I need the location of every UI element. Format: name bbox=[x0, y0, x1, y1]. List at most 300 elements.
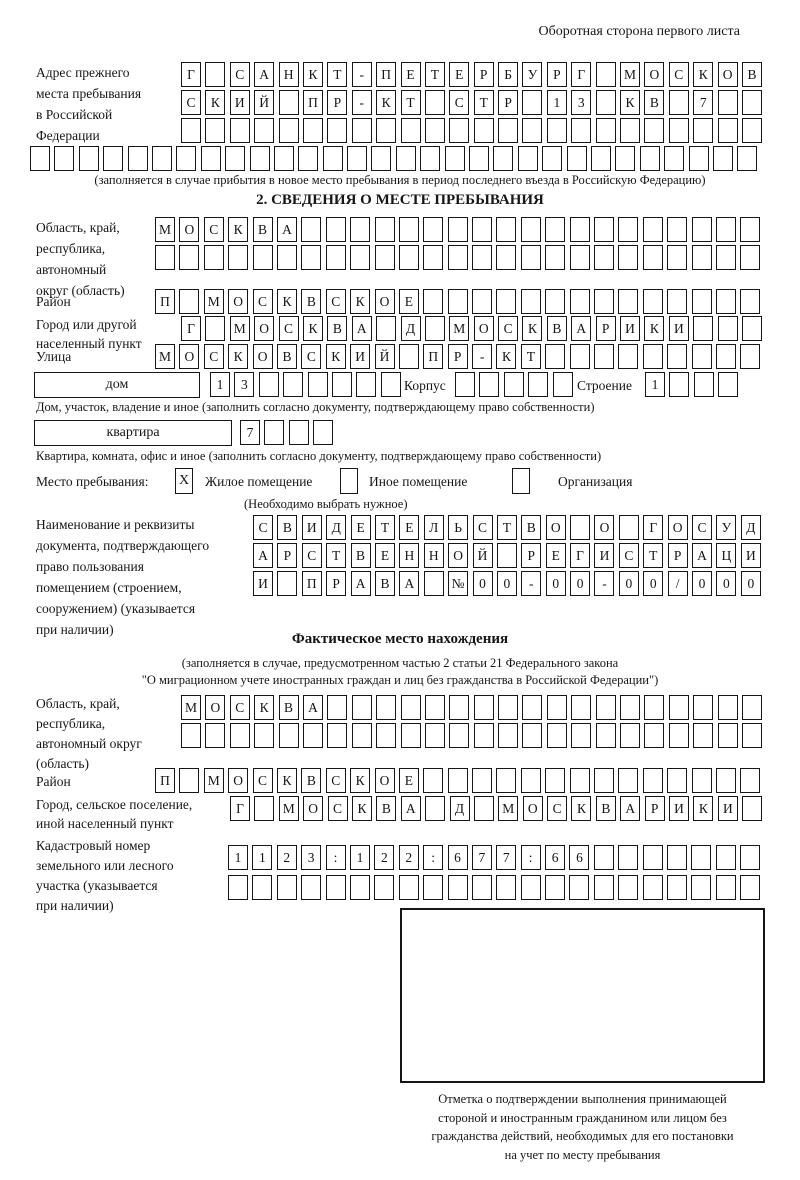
region-row-1[interactable] bbox=[155, 217, 760, 242]
char-cell-filled[interactable]: 2 bbox=[277, 845, 297, 870]
char-cell-empty[interactable] bbox=[570, 515, 590, 540]
char-cell-filled[interactable]: О bbox=[179, 344, 199, 369]
char-cell-empty[interactable] bbox=[692, 245, 712, 270]
char-cell-filled[interactable]: 3 bbox=[234, 372, 254, 397]
char-cell-filled[interactable]: Е bbox=[375, 543, 395, 568]
char-cell-filled[interactable]: 0 bbox=[692, 571, 712, 596]
char-cell-empty[interactable] bbox=[498, 695, 518, 720]
char-cell-empty[interactable] bbox=[591, 146, 611, 171]
char-cell-filled[interactable]: Н bbox=[279, 62, 299, 87]
char-cell-empty[interactable] bbox=[693, 316, 713, 341]
char-cell-empty[interactable] bbox=[521, 245, 541, 270]
char-cell-empty[interactable] bbox=[301, 217, 321, 242]
char-cell-empty[interactable] bbox=[644, 723, 664, 748]
char-cell-empty[interactable] bbox=[545, 344, 565, 369]
char-cell-empty[interactable] bbox=[376, 695, 396, 720]
char-cell-filled[interactable]: В bbox=[301, 289, 321, 314]
char-cell-empty[interactable] bbox=[596, 695, 616, 720]
char-cell-empty[interactable] bbox=[381, 372, 401, 397]
char-cell-filled[interactable]: Д bbox=[401, 316, 421, 341]
char-cell-empty[interactable] bbox=[716, 344, 736, 369]
char-cell-empty[interactable] bbox=[545, 245, 565, 270]
char-cell-empty[interactable] bbox=[496, 289, 516, 314]
char-cell-empty[interactable] bbox=[448, 289, 468, 314]
char-cell-empty[interactable] bbox=[694, 372, 714, 397]
char-cell-empty[interactable] bbox=[522, 723, 542, 748]
char-cell-empty[interactable] bbox=[571, 118, 591, 143]
char-cell-empty[interactable] bbox=[742, 796, 762, 821]
char-cell-filled[interactable]: И bbox=[669, 316, 689, 341]
char-cell-empty[interactable] bbox=[205, 118, 225, 143]
char-cell-filled[interactable]: М bbox=[181, 695, 201, 720]
char-cell-empty[interactable] bbox=[643, 875, 663, 900]
char-cell-empty[interactable] bbox=[620, 118, 640, 143]
char-cell-empty[interactable] bbox=[376, 723, 396, 748]
char-cell-empty[interactable] bbox=[396, 146, 416, 171]
char-cell-empty[interactable] bbox=[469, 146, 489, 171]
char-cell-empty[interactable] bbox=[455, 372, 475, 397]
char-cell-empty[interactable] bbox=[596, 62, 616, 87]
char-cell-empty[interactable] bbox=[664, 146, 684, 171]
char-cell-filled[interactable]: С bbox=[547, 796, 567, 821]
char-cell-filled[interactable]: К bbox=[620, 90, 640, 115]
char-cell-filled[interactable]: К bbox=[277, 768, 297, 793]
korpus-row[interactable] bbox=[455, 372, 573, 397]
char-cell-filled[interactable]: С bbox=[204, 217, 224, 242]
char-cell-empty[interactable] bbox=[718, 695, 738, 720]
char-cell-empty[interactable] bbox=[423, 289, 443, 314]
char-cell-empty[interactable] bbox=[259, 372, 279, 397]
char-cell-filled[interactable]: С bbox=[181, 90, 201, 115]
char-cell-empty[interactable] bbox=[425, 796, 445, 821]
char-cell-filled[interactable]: О bbox=[448, 543, 468, 568]
char-cell-empty[interactable] bbox=[716, 845, 736, 870]
char-cell-empty[interactable] bbox=[570, 344, 590, 369]
char-cell-empty[interactable] bbox=[350, 245, 370, 270]
char-cell-empty[interactable] bbox=[547, 723, 567, 748]
char-cell-filled[interactable]: Т bbox=[375, 515, 395, 540]
char-cell-empty[interactable] bbox=[323, 146, 343, 171]
char-cell-filled[interactable]: Р bbox=[596, 316, 616, 341]
char-cell-filled[interactable]: У bbox=[522, 62, 542, 87]
char-cell-empty[interactable] bbox=[716, 245, 736, 270]
char-cell-empty[interactable] bbox=[279, 90, 299, 115]
char-cell-filled[interactable]: А bbox=[401, 796, 421, 821]
char-cell-filled[interactable]: Ь bbox=[448, 515, 468, 540]
char-cell-filled[interactable]: М bbox=[155, 217, 175, 242]
char-cell-filled[interactable]: В bbox=[327, 316, 347, 341]
char-cell-filled[interactable]: А bbox=[277, 217, 297, 242]
char-cell-empty[interactable] bbox=[718, 90, 738, 115]
char-cell-empty[interactable] bbox=[742, 118, 762, 143]
char-cell-filled[interactable]: 2 bbox=[374, 845, 394, 870]
char-cell-empty[interactable] bbox=[522, 90, 542, 115]
char-cell-empty[interactable] bbox=[448, 768, 468, 793]
char-cell-empty[interactable] bbox=[594, 875, 614, 900]
char-cell-filled[interactable]: 7 bbox=[693, 90, 713, 115]
char-cell-empty[interactable] bbox=[179, 245, 199, 270]
char-cell-filled[interactable]: К bbox=[352, 796, 372, 821]
char-cell-filled[interactable]: Е bbox=[399, 768, 419, 793]
char-cell-empty[interactable] bbox=[618, 289, 638, 314]
char-cell-empty[interactable] bbox=[201, 146, 221, 171]
char-cell-filled[interactable]: Т bbox=[326, 543, 346, 568]
char-cell-filled[interactable]: Г bbox=[181, 316, 201, 341]
char-cell-empty[interactable] bbox=[689, 146, 709, 171]
char-cell-empty[interactable] bbox=[571, 695, 591, 720]
char-cell-filled[interactable]: Б bbox=[498, 62, 518, 87]
char-cell-empty[interactable] bbox=[326, 217, 346, 242]
char-cell-filled[interactable]: С bbox=[669, 62, 689, 87]
char-cell-filled[interactable]: К bbox=[571, 796, 591, 821]
char-cell-filled[interactable]: Р bbox=[645, 796, 665, 821]
prev-address-row-4[interactable] bbox=[30, 146, 757, 171]
char-cell-filled[interactable]: В bbox=[279, 695, 299, 720]
char-cell-filled[interactable]: К bbox=[326, 344, 346, 369]
char-cell-empty[interactable] bbox=[254, 796, 274, 821]
char-cell-empty[interactable] bbox=[327, 118, 347, 143]
char-cell-empty[interactable] bbox=[742, 316, 762, 341]
checkbox-organizaciya[interactable] bbox=[512, 468, 530, 494]
char-cell-empty[interactable] bbox=[448, 217, 468, 242]
char-cell-empty[interactable] bbox=[496, 245, 516, 270]
char-cell-empty[interactable] bbox=[474, 796, 494, 821]
char-cell-empty[interactable] bbox=[181, 118, 201, 143]
char-cell-filled[interactable]: С bbox=[301, 344, 321, 369]
char-cell-empty[interactable] bbox=[301, 245, 321, 270]
char-cell-empty[interactable] bbox=[301, 875, 321, 900]
char-cell-empty[interactable] bbox=[424, 571, 444, 596]
char-cell-empty[interactable] bbox=[497, 543, 517, 568]
char-cell-empty[interactable] bbox=[620, 695, 640, 720]
char-cell-filled[interactable]: 1 bbox=[350, 845, 370, 870]
char-cell-filled[interactable]: И bbox=[230, 90, 250, 115]
char-cell-empty[interactable] bbox=[594, 768, 614, 793]
char-cell-filled[interactable]: П bbox=[155, 768, 175, 793]
char-cell-empty[interactable] bbox=[742, 723, 762, 748]
char-cell-filled[interactable]: Р bbox=[277, 543, 297, 568]
char-cell-filled[interactable]: Т bbox=[521, 344, 541, 369]
char-cell-empty[interactable] bbox=[742, 90, 762, 115]
prev-address-row-1[interactable] bbox=[181, 62, 762, 87]
char-cell-filled[interactable]: 1 bbox=[547, 90, 567, 115]
char-cell-filled[interactable]: Г bbox=[571, 62, 591, 87]
char-cell-empty[interactable] bbox=[742, 695, 762, 720]
char-cell-empty[interactable] bbox=[518, 146, 538, 171]
char-cell-empty[interactable] bbox=[643, 768, 663, 793]
char-cell-empty[interactable] bbox=[228, 245, 248, 270]
char-cell-filled[interactable]: : bbox=[326, 845, 346, 870]
char-cell-empty[interactable] bbox=[594, 845, 614, 870]
char-cell-filled[interactable]: 0 bbox=[497, 571, 517, 596]
char-cell-filled[interactable]: 0 bbox=[643, 571, 663, 596]
char-cell-filled[interactable]: С bbox=[473, 515, 493, 540]
char-cell-filled[interactable]: Е bbox=[546, 543, 566, 568]
char-cell-filled[interactable]: В bbox=[742, 62, 762, 87]
char-cell-filled[interactable]: В bbox=[521, 515, 541, 540]
char-cell-filled[interactable]: Т bbox=[425, 62, 445, 87]
char-cell-filled[interactable]: К bbox=[303, 62, 323, 87]
document-row-3[interactable] bbox=[253, 571, 761, 596]
char-cell-filled[interactable]: А bbox=[692, 543, 712, 568]
char-cell-filled[interactable]: 6 bbox=[545, 845, 565, 870]
char-cell-empty[interactable] bbox=[252, 875, 272, 900]
char-cell-empty[interactable] bbox=[79, 146, 99, 171]
char-cell-empty[interactable] bbox=[740, 245, 760, 270]
char-cell-filled[interactable]: М bbox=[449, 316, 469, 341]
char-cell-empty[interactable] bbox=[205, 62, 225, 87]
char-cell-empty[interactable] bbox=[425, 695, 445, 720]
char-cell-filled[interactable]: К bbox=[205, 90, 225, 115]
char-cell-empty[interactable] bbox=[472, 217, 492, 242]
char-cell-empty[interactable] bbox=[425, 723, 445, 748]
char-cell-empty[interactable] bbox=[643, 845, 663, 870]
char-cell-filled[interactable]: С bbox=[302, 543, 322, 568]
char-cell-empty[interactable] bbox=[374, 875, 394, 900]
char-cell-empty[interactable] bbox=[303, 118, 323, 143]
char-cell-empty[interactable] bbox=[205, 723, 225, 748]
char-cell-filled[interactable]: Г bbox=[643, 515, 663, 540]
char-cell-empty[interactable] bbox=[423, 217, 443, 242]
street-row[interactable] bbox=[155, 344, 760, 369]
char-cell-empty[interactable] bbox=[718, 118, 738, 143]
char-cell-filled[interactable]: Т bbox=[474, 90, 494, 115]
char-cell-filled[interactable]: Р bbox=[547, 62, 567, 87]
char-cell-empty[interactable] bbox=[326, 245, 346, 270]
char-cell-empty[interactable] bbox=[350, 217, 370, 242]
char-cell-empty[interactable] bbox=[326, 875, 346, 900]
char-cell-empty[interactable] bbox=[401, 723, 421, 748]
char-cell-filled[interactable]: С bbox=[449, 90, 469, 115]
char-cell-empty[interactable] bbox=[643, 245, 663, 270]
cadastral-row-1[interactable] bbox=[228, 845, 760, 870]
char-cell-filled[interactable]: 7 bbox=[496, 845, 516, 870]
char-cell-filled[interactable]: 7 bbox=[240, 420, 260, 445]
char-cell-empty[interactable] bbox=[521, 875, 541, 900]
char-cell-empty[interactable] bbox=[352, 695, 372, 720]
char-cell-empty[interactable] bbox=[643, 217, 663, 242]
char-cell-filled[interactable]: П bbox=[423, 344, 443, 369]
char-cell-filled[interactable]: А bbox=[253, 543, 273, 568]
actual-city-row[interactable] bbox=[230, 796, 762, 821]
char-cell-empty[interactable] bbox=[522, 118, 542, 143]
char-cell-empty[interactable] bbox=[740, 845, 760, 870]
char-cell-empty[interactable] bbox=[474, 118, 494, 143]
prev-address-row-3[interactable] bbox=[181, 118, 762, 143]
char-cell-filled[interactable]: О bbox=[179, 217, 199, 242]
char-cell-filled[interactable]: К bbox=[496, 344, 516, 369]
char-cell-empty[interactable] bbox=[181, 723, 201, 748]
char-cell-filled[interactable]: П bbox=[302, 571, 322, 596]
char-cell-empty[interactable] bbox=[448, 245, 468, 270]
char-cell-empty[interactable] bbox=[618, 217, 638, 242]
char-cell-empty[interactable] bbox=[327, 723, 347, 748]
char-cell-filled[interactable]: И bbox=[253, 571, 273, 596]
char-cell-filled[interactable]: Р bbox=[474, 62, 494, 87]
char-cell-empty[interactable] bbox=[176, 146, 196, 171]
char-cell-filled[interactable]: Й bbox=[473, 543, 493, 568]
char-cell-empty[interactable] bbox=[547, 118, 567, 143]
char-cell-empty[interactable] bbox=[277, 245, 297, 270]
char-cell-filled[interactable]: О bbox=[205, 695, 225, 720]
char-cell-empty[interactable] bbox=[521, 217, 541, 242]
char-cell-empty[interactable] bbox=[643, 289, 663, 314]
char-cell-filled[interactable]: Т bbox=[401, 90, 421, 115]
char-cell-empty[interactable] bbox=[618, 875, 638, 900]
char-cell-empty[interactable] bbox=[376, 118, 396, 143]
char-cell-empty[interactable] bbox=[740, 768, 760, 793]
char-cell-empty[interactable] bbox=[691, 845, 711, 870]
char-cell-empty[interactable] bbox=[716, 289, 736, 314]
char-cell-filled[interactable]: С bbox=[498, 316, 518, 341]
char-cell-filled[interactable]: К bbox=[228, 344, 248, 369]
char-cell-empty[interactable] bbox=[279, 118, 299, 143]
char-cell-empty[interactable] bbox=[425, 118, 445, 143]
char-cell-filled[interactable]: С bbox=[692, 515, 712, 540]
char-cell-empty[interactable] bbox=[254, 723, 274, 748]
char-cell-empty[interactable] bbox=[399, 875, 419, 900]
char-cell-empty[interactable] bbox=[423, 768, 443, 793]
char-cell-empty[interactable] bbox=[205, 316, 225, 341]
actual-region-row-2[interactable] bbox=[181, 723, 762, 748]
prev-address-row-2[interactable] bbox=[181, 90, 762, 115]
char-cell-empty[interactable] bbox=[567, 146, 587, 171]
char-cell-empty[interactable] bbox=[308, 372, 328, 397]
char-cell-filled[interactable]: Е bbox=[449, 62, 469, 87]
char-cell-empty[interactable] bbox=[693, 118, 713, 143]
char-cell-filled[interactable]: С bbox=[230, 695, 250, 720]
char-cell-empty[interactable] bbox=[420, 146, 440, 171]
char-cell-empty[interactable] bbox=[691, 875, 711, 900]
char-cell-filled[interactable]: О bbox=[523, 796, 543, 821]
char-cell-filled[interactable]: О bbox=[253, 344, 273, 369]
char-cell-empty[interactable] bbox=[667, 344, 687, 369]
char-cell-filled[interactable]: М bbox=[620, 62, 640, 87]
char-cell-empty[interactable] bbox=[542, 146, 562, 171]
char-cell-empty[interactable] bbox=[716, 217, 736, 242]
char-cell-empty[interactable] bbox=[718, 372, 738, 397]
char-cell-empty[interactable] bbox=[545, 289, 565, 314]
char-cell-filled[interactable]: С bbox=[253, 768, 273, 793]
char-cell-filled[interactable]: Ц bbox=[716, 543, 736, 568]
char-cell-empty[interactable] bbox=[640, 146, 660, 171]
char-cell-filled[interactable]: О bbox=[474, 316, 494, 341]
char-cell-empty[interactable] bbox=[596, 723, 616, 748]
char-cell-empty[interactable] bbox=[279, 723, 299, 748]
char-cell-empty[interactable] bbox=[399, 245, 419, 270]
house-box[interactable]: дом bbox=[34, 372, 200, 398]
char-cell-filled[interactable]: К bbox=[277, 289, 297, 314]
char-cell-filled[interactable]: 1 bbox=[252, 845, 272, 870]
char-cell-empty[interactable] bbox=[313, 420, 333, 445]
char-cell-filled[interactable]: № bbox=[448, 571, 468, 596]
char-cell-filled[interactable]: А bbox=[254, 62, 274, 87]
char-cell-filled[interactable]: М bbox=[204, 289, 224, 314]
char-cell-filled[interactable]: Н bbox=[424, 543, 444, 568]
char-cell-filled[interactable]: А bbox=[399, 571, 419, 596]
char-cell-filled[interactable]: : bbox=[521, 845, 541, 870]
char-cell-empty[interactable] bbox=[401, 118, 421, 143]
char-cell-empty[interactable] bbox=[332, 372, 352, 397]
char-cell-filled[interactable]: 6 bbox=[569, 845, 589, 870]
actual-district-row[interactable] bbox=[155, 768, 760, 793]
char-cell-filled[interactable]: С bbox=[230, 62, 250, 87]
char-cell-filled[interactable]: - bbox=[352, 62, 372, 87]
char-cell-filled[interactable]: К bbox=[522, 316, 542, 341]
char-cell-empty[interactable] bbox=[448, 875, 468, 900]
char-cell-empty[interactable] bbox=[644, 118, 664, 143]
char-cell-empty[interactable] bbox=[30, 146, 50, 171]
char-cell-empty[interactable] bbox=[472, 768, 492, 793]
char-cell-filled[interactable]: Н bbox=[399, 543, 419, 568]
char-cell-empty[interactable] bbox=[692, 768, 712, 793]
char-cell-empty[interactable] bbox=[669, 723, 689, 748]
char-cell-empty[interactable] bbox=[254, 118, 274, 143]
char-cell-empty[interactable] bbox=[350, 875, 370, 900]
char-cell-empty[interactable] bbox=[230, 723, 250, 748]
char-cell-empty[interactable] bbox=[716, 768, 736, 793]
char-cell-empty[interactable] bbox=[399, 217, 419, 242]
char-cell-empty[interactable] bbox=[472, 875, 492, 900]
apartment-number-row[interactable] bbox=[240, 420, 333, 445]
char-cell-empty[interactable] bbox=[596, 118, 616, 143]
char-cell-filled[interactable]: К bbox=[693, 796, 713, 821]
char-cell-empty[interactable] bbox=[371, 146, 391, 171]
char-cell-filled[interactable]: 0 bbox=[716, 571, 736, 596]
char-cell-empty[interactable] bbox=[376, 316, 396, 341]
char-cell-filled[interactable]: А bbox=[571, 316, 591, 341]
char-cell-filled[interactable]: К bbox=[228, 217, 248, 242]
char-cell-filled[interactable]: О bbox=[375, 289, 395, 314]
house-number-row[interactable] bbox=[210, 372, 401, 397]
char-cell-filled[interactable]: О bbox=[718, 62, 738, 87]
char-cell-empty[interactable] bbox=[264, 420, 284, 445]
char-cell-empty[interactable] bbox=[449, 118, 469, 143]
char-cell-empty[interactable] bbox=[553, 372, 573, 397]
char-cell-filled[interactable]: П bbox=[155, 289, 175, 314]
char-cell-empty[interactable] bbox=[498, 723, 518, 748]
char-cell-filled[interactable]: П bbox=[303, 90, 323, 115]
char-cell-empty[interactable] bbox=[521, 768, 541, 793]
char-cell-empty[interactable] bbox=[54, 146, 74, 171]
char-cell-empty[interactable] bbox=[693, 723, 713, 748]
char-cell-filled[interactable]: О bbox=[546, 515, 566, 540]
char-cell-filled[interactable]: М bbox=[204, 768, 224, 793]
document-row-2[interactable] bbox=[253, 543, 761, 568]
char-cell-filled[interactable]: / bbox=[668, 571, 688, 596]
char-cell-empty[interactable] bbox=[667, 217, 687, 242]
char-cell-filled[interactable]: 6 bbox=[448, 845, 468, 870]
char-cell-filled[interactable]: Р bbox=[668, 543, 688, 568]
char-cell-filled[interactable]: О bbox=[668, 515, 688, 540]
char-cell-empty[interactable] bbox=[277, 875, 297, 900]
char-cell-empty[interactable] bbox=[667, 768, 687, 793]
char-cell-filled[interactable]: К bbox=[350, 768, 370, 793]
checkbox-zhiloe[interactable]: X bbox=[175, 468, 193, 494]
char-cell-filled[interactable]: О bbox=[303, 796, 323, 821]
char-cell-filled[interactable]: 1 bbox=[210, 372, 230, 397]
stroenie-row[interactable] bbox=[645, 372, 738, 397]
char-cell-empty[interactable] bbox=[667, 845, 687, 870]
char-cell-empty[interactable] bbox=[496, 768, 516, 793]
char-cell-filled[interactable]: С bbox=[619, 543, 639, 568]
char-cell-empty[interactable] bbox=[619, 515, 639, 540]
char-cell-filled[interactable]: К bbox=[693, 62, 713, 87]
char-cell-filled[interactable]: В bbox=[277, 344, 297, 369]
char-cell-empty[interactable] bbox=[128, 146, 148, 171]
char-cell-filled[interactable]: Е bbox=[351, 515, 371, 540]
char-cell-filled[interactable]: Р bbox=[327, 90, 347, 115]
